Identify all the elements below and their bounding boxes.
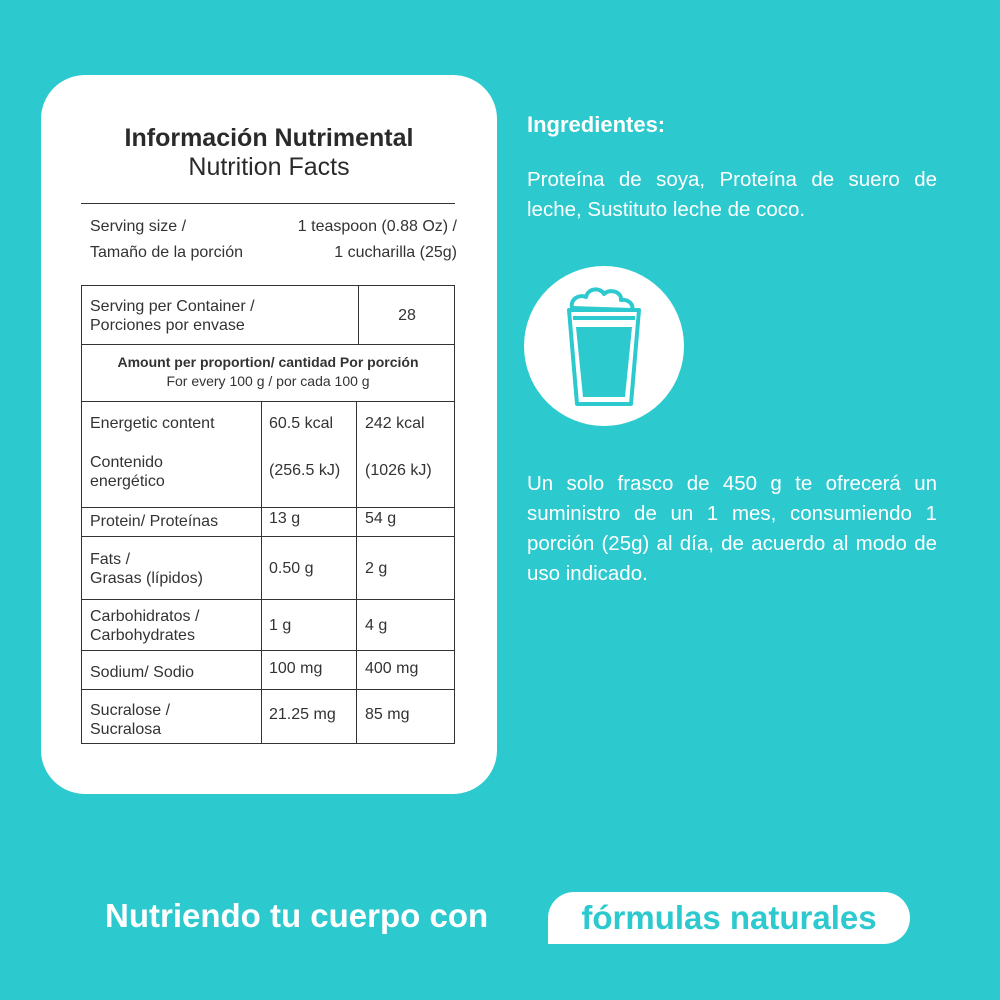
row-label [90, 607, 199, 645]
row-value-100g: 400 mg [365, 660, 419, 677]
table-line [82, 401, 454, 402]
row-label-line: Carbohidratos / [90, 608, 200, 625]
row-value-portion: 60.5 kcal [269, 415, 334, 432]
table-line [82, 650, 454, 651]
row-label [90, 701, 170, 739]
table-line [356, 401, 357, 744]
table-line [82, 689, 454, 690]
ingredients-text: Proteína de soya, Proteína de suero de leche, Sustituto leche de coco. [527, 168, 937, 221]
tagline-highlight: fórmulas naturales [548, 892, 910, 944]
row-label-line: Sucralosa [90, 721, 162, 738]
serving-size-label: Serving size / [90, 218, 187, 235]
row-value-100g: 2 g [365, 560, 388, 577]
card-title: Información Nutrimental [124, 124, 414, 152]
row-value-portion: 0.50 g [269, 560, 314, 577]
drink-badge [524, 266, 684, 426]
container-label-en: Serving per Container / [90, 298, 255, 315]
row-label-line: Grasas (lípidos) [90, 570, 203, 587]
serving-size-label-es: Tamaño de la porción [90, 244, 243, 261]
ingredients-title: Ingredientes: [527, 112, 666, 137]
row-label: Sodium/ Sodio [90, 664, 195, 681]
row-value-portion: 13 g [269, 510, 301, 527]
row-value-portion: 100 mg [269, 660, 323, 677]
serving-size-value-es: 1 cucharilla (25g) [334, 244, 457, 261]
serving-size-row-1 [90, 218, 457, 236]
info-text: Un solo frasco de 450 g te ofrecerá un suministro de un 1 mes, consumiendo 1 porción (25g) al día, de acuerdo al modo de uso indicado. [527, 472, 937, 585]
card-subtitle: Nutrition Facts [188, 153, 350, 181]
container-label-es: Porciones por envase [90, 317, 245, 334]
serving-size-value: 1 teaspoon (0.88 Oz) / [297, 218, 457, 235]
drink-glass-icon [524, 266, 684, 426]
table-line [82, 507, 454, 508]
row-value-100g: (1026 kJ) [365, 462, 432, 479]
amount-subheader: For every 100 g / por cada 100 g [166, 373, 370, 389]
row-value-100g: 54 g [365, 510, 397, 527]
table-line [82, 344, 454, 345]
row-value-portion: 21.25 mg [269, 706, 336, 723]
table-line [82, 599, 454, 600]
row-label [90, 453, 165, 491]
row-label-line: Contenido [90, 454, 163, 471]
row-label [90, 550, 203, 588]
row-label-line: Fats / [90, 551, 131, 568]
row-value-100g: 242 kcal [365, 415, 425, 432]
row-label: Protein/ Proteínas [90, 513, 219, 530]
row-value-100g: 85 mg [365, 706, 410, 723]
row-label-line: Carbohydrates [90, 627, 195, 644]
row-label-line: Sucralose / [90, 702, 171, 719]
table-line [82, 536, 454, 537]
table-line [261, 401, 262, 744]
row-value-100g: 4 g [365, 617, 388, 634]
row-label-line: energético [90, 473, 165, 490]
row-value-portion: (256.5 kJ) [269, 462, 341, 479]
serving-size-row-2 [90, 244, 457, 262]
row-value-portion: 1 g [269, 617, 292, 634]
container-label [90, 297, 255, 335]
row-label: Energetic content [90, 415, 215, 432]
divider [81, 203, 455, 204]
container-value: 28 [398, 307, 416, 324]
nutrition-card [41, 75, 497, 794]
amount-header: Amount per proportion/ cantidad Por porción [117, 354, 419, 370]
tagline: Nutriendo tu cuerpo con [105, 897, 489, 934]
nutrition-table [81, 285, 455, 744]
